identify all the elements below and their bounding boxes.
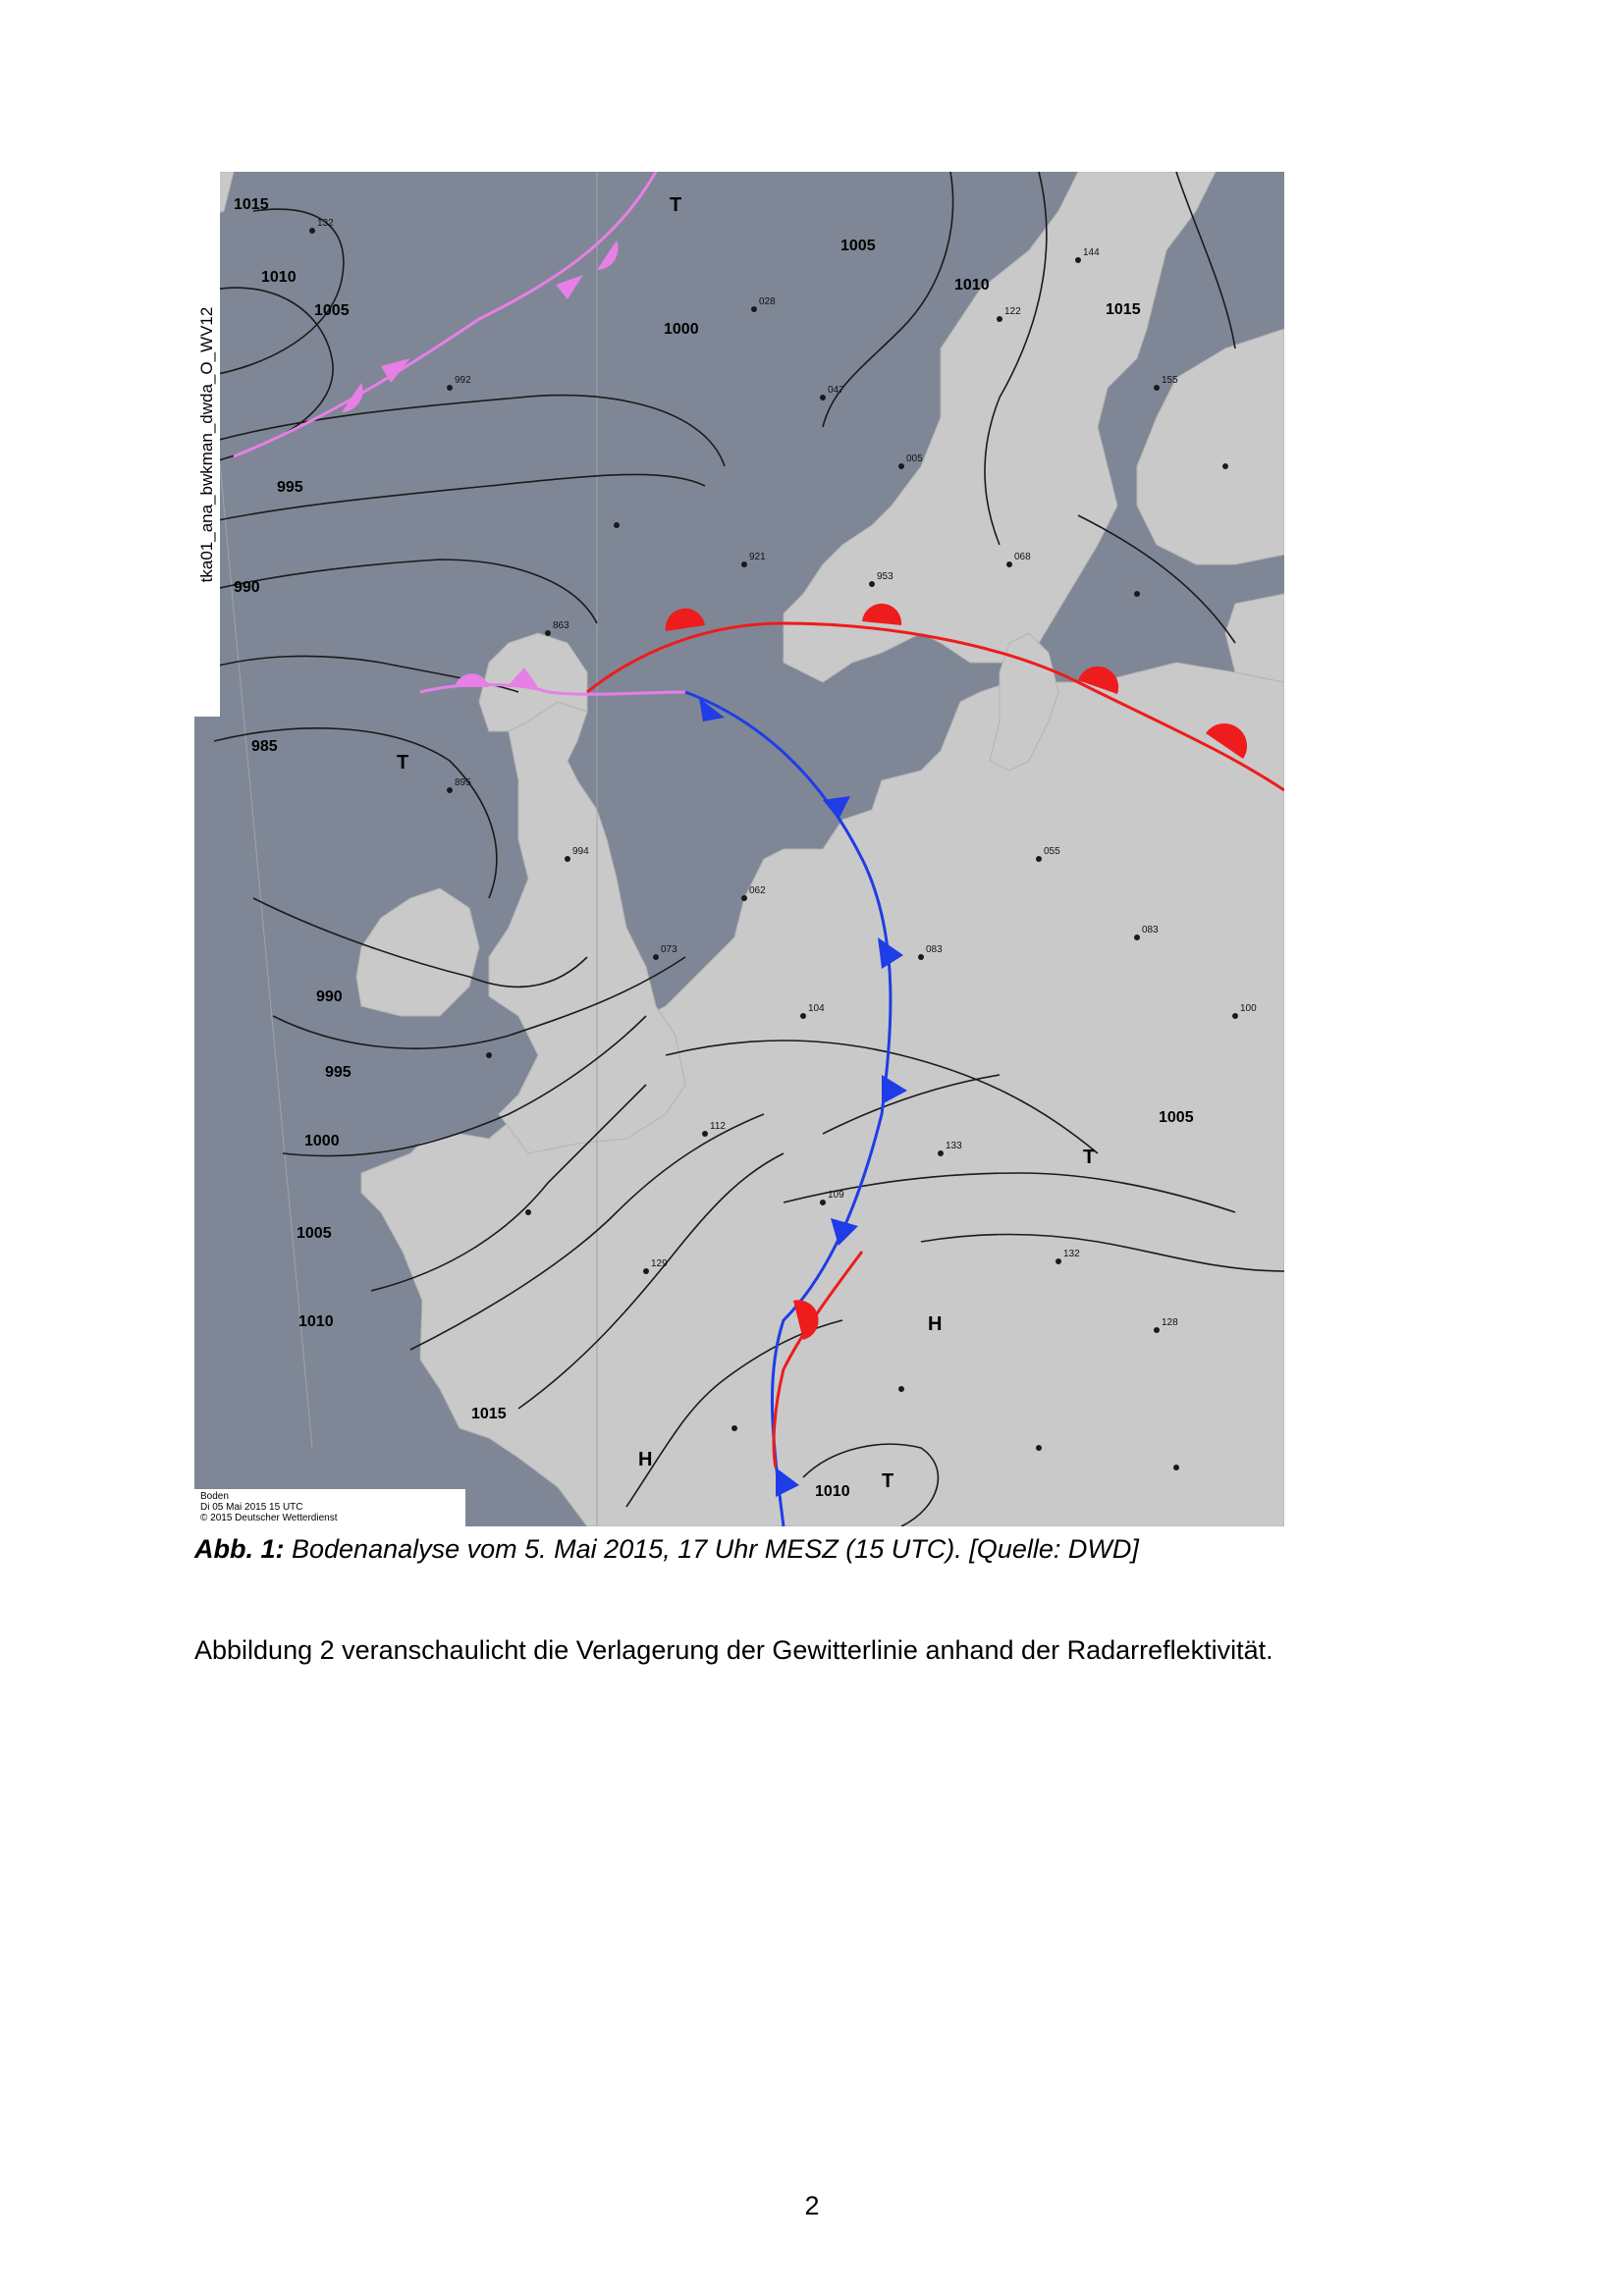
svg-text:068: 068	[1014, 552, 1031, 562]
isobar-label: 1005	[840, 238, 876, 254]
low-pressure-marker: T	[882, 1470, 894, 1492]
occluded-front	[234, 172, 685, 694]
svg-text:128: 128	[1162, 1317, 1178, 1328]
svg-text:144: 144	[1083, 247, 1100, 258]
svg-text:994: 994	[572, 846, 589, 857]
isobar-label: 1000	[664, 321, 699, 338]
svg-text:109: 109	[828, 1190, 844, 1201]
isobar-label: 1010	[954, 277, 990, 294]
high-pressure-marker: H	[638, 1449, 653, 1470]
map-info-line: Boden	[200, 1491, 229, 1502]
continental-europe-land	[361, 663, 1284, 1526]
svg-text:104: 104	[808, 1003, 825, 1014]
low-pressure-marker: T	[670, 194, 682, 216]
isobar-label: 1015	[1106, 301, 1141, 318]
landmasses	[194, 172, 1284, 1526]
isobar-label: 1010	[815, 1483, 850, 1500]
isobar-label: 1005	[1159, 1109, 1194, 1126]
figure-caption-label: Abb. 1:	[194, 1534, 285, 1564]
isobar-label: 1015	[471, 1406, 507, 1422]
surface-analysis-map	[194, 172, 1284, 1526]
svg-text:863: 863	[553, 620, 569, 631]
svg-text:005: 005	[906, 454, 923, 464]
ireland-land	[356, 888, 479, 1016]
isobar-label: 1010	[261, 269, 297, 286]
svg-text:122: 122	[1004, 306, 1021, 317]
high-pressure-marker: H	[928, 1313, 943, 1335]
svg-text:132: 132	[1063, 1249, 1080, 1259]
svg-text:073: 073	[661, 944, 677, 955]
svg-text:895: 895	[455, 777, 471, 788]
isobar-label: 1015	[234, 196, 269, 213]
map-product-id: tka01_ana_bwkman_dwda_O_WV12	[197, 306, 216, 583]
great-britain-land	[489, 702, 685, 1153]
svg-text:155: 155	[1162, 375, 1178, 386]
svg-text:083: 083	[926, 944, 943, 955]
isobar-label: 990	[316, 988, 343, 1005]
svg-text:100: 100	[1240, 1003, 1257, 1014]
page-number: 2	[804, 2191, 820, 2220]
baltic-states-land	[1225, 594, 1284, 682]
low-pressure-marker: T	[397, 752, 409, 774]
svg-text:062: 062	[749, 885, 766, 896]
figure-caption-text: Bodenanalyse vom 5. Mai 2015, 17 Uhr MESZ (15 UTC). [Quelle: DWD]	[284, 1534, 1139, 1564]
svg-text:028: 028	[759, 296, 776, 307]
svg-text:921: 921	[749, 552, 766, 562]
svg-text:133: 133	[946, 1141, 962, 1151]
map-product-id-strip	[194, 172, 220, 717]
map-info-line: © 2015 Deutscher Wetterdienst	[200, 1513, 338, 1523]
low-pressure-marker: T	[1083, 1147, 1096, 1168]
isobar-label: 1010	[298, 1313, 334, 1330]
body-paragraph: Abbildung 2 veranschaulicht die Verlagerung der Gewitterlinie anhand der Radarreflektivität.	[194, 1635, 1273, 1665]
isobar-label: 985	[251, 738, 278, 755]
isobar-label: 1005	[297, 1225, 332, 1242]
svg-text:112: 112	[710, 1121, 726, 1132]
svg-text:055: 055	[1044, 846, 1060, 857]
svg-text:083: 083	[1142, 925, 1159, 935]
svg-text:953: 953	[877, 571, 893, 582]
isobar-label: 990	[234, 579, 260, 596]
isobar-label: 1005	[314, 302, 350, 319]
figure-caption	[194, 1534, 1139, 1565]
svg-text:132: 132	[317, 218, 334, 229]
svg-text:047: 047	[828, 385, 844, 396]
svg-text:129: 129	[651, 1258, 668, 1269]
svg-text:992: 992	[455, 375, 471, 386]
finland-land	[1137, 329, 1284, 564]
map-info-line: Di 05 Mai 2015 15 UTC	[200, 1502, 303, 1513]
isobar-label: 995	[325, 1064, 352, 1081]
isobar-label: 995	[277, 479, 303, 496]
map-info-box	[194, 1489, 465, 1526]
isobar-label: 1000	[304, 1133, 340, 1149]
